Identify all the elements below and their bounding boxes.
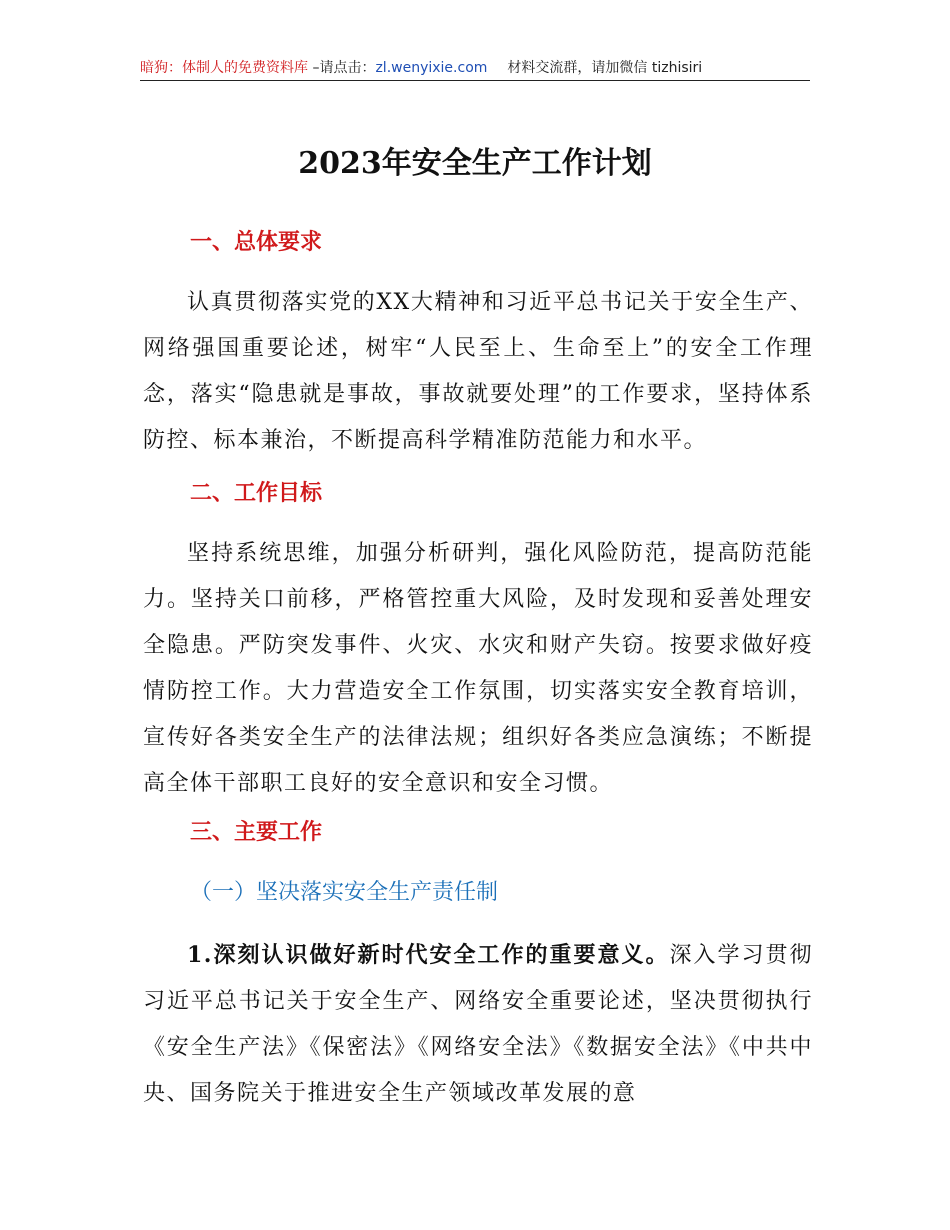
item-1-lead: 1.深刻认识做好新时代安全工作的重要意义。: [187, 942, 670, 968]
document-title: 2023年安全生产工作计划: [298, 146, 652, 181]
header-link[interactable]: zl.wenyixie.com: [375, 60, 488, 76]
paragraph-general-requirements: 认真贯彻落实党的XX大精神和习近平总书记关于安全生产、网络强国重要论述，树牢“人民至上、生命至上”的安全工作理念，落实“隐患就是事故，事故就要处理”的工作要求，坚持体系防控、标本兼治，不断提高科学精准防范能力和水平。: [143, 290, 813, 453]
subsection-heading-responsibility: （一）坚决落实安全生产责任制: [190, 880, 499, 905]
header-wechat-note: 材料交流群，请加微信 tizhisiri: [507, 60, 703, 76]
section-heading-work-goals: 二、工作目标: [190, 481, 323, 506]
header-site-name: 暗狗：体制人的免费资料库: [140, 60, 308, 76]
paragraph-work-goals: 坚持系统思维，加强分析研判，强化风险防范，提高防范能力。坚持关口前移，严格管控重大风险，及时发现和妥善处理安全隐患。严防突发事件、火灾、水灾和财产失窃。按要求做好疫情防控工作。大力营造安全工作氛围，切实落实安全教育培训，宣传好各类安全生产的法律法规；组织好各类应急演练；不断提高全体干部职工良好的安全意识和安全习惯。: [143, 541, 813, 796]
paragraph-item-1: [143, 932, 813, 1117]
header-prompt: –请点击：: [308, 60, 376, 76]
section-heading-general-requirements: 一、总体要求: [190, 230, 323, 255]
section-heading-main-work: 三、主要工作: [190, 820, 323, 845]
page-header: [140, 56, 810, 81]
item-1-text: 深入学习贯彻习近平总书记关于安全生产、网络安全重要论述，坚决贯彻执行《安全生产法》《保密法》《网络安全法》《数据安全法》《中共中央、国务院关于推进安全生产领域改革发展的意: [143, 943, 813, 1106]
